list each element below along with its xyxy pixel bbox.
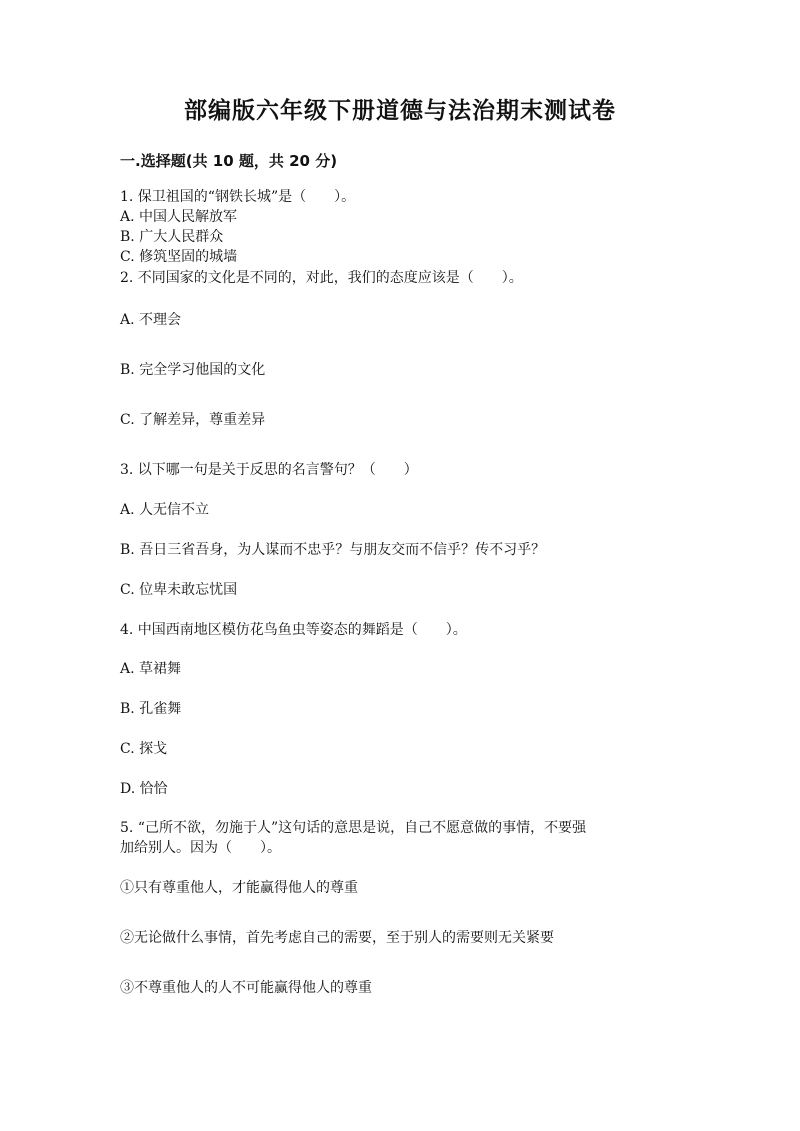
- option-c: C. 位卑未敢忘忧国: [120, 582, 238, 598]
- question-stem: 5. “己所不欲，勿施于人”这句话的意思是说，自己不愿意做的事情，不要强: [120, 820, 587, 836]
- statement-1: ①只有尊重他人，才能赢得他人的尊重: [120, 880, 358, 896]
- option-a: A. 不理会: [120, 312, 182, 328]
- option-c: C. 了解差异，尊重差异: [120, 412, 266, 428]
- option-c: C. 修筑坚固的城墙: [120, 249, 238, 265]
- option-b: B. 吾日三省吾身，为人谋而不忠乎？与朋友交而不信乎？传不习乎？: [120, 542, 546, 558]
- option-c: C. 探戈: [120, 741, 168, 757]
- option-b: B. 孔雀舞: [120, 701, 182, 717]
- option-a: A. 草裙舞: [120, 661, 182, 677]
- exam-title: 部编版六年级下册道德与法治期末测试卷: [184, 98, 616, 124]
- option-b: B. 广大人民群众: [120, 229, 224, 245]
- question-stem: 2. 不同国家的文化是不同的，对此，我们的态度应该是（ ）。: [120, 270, 523, 286]
- option-b: B. 完全学习他国的文化: [120, 362, 266, 378]
- statement-3: ③不尊重他人的人不可能赢得他人的尊重: [120, 980, 372, 996]
- question-stem: 1. 保卫祖国的“钢铁长城”是（ ）。: [120, 189, 356, 205]
- question-stem-continued: 加给别人。因为（ ）。: [120, 840, 281, 856]
- question-stem: 4. 中国西南地区模仿花鸟鱼虫等姿态的舞蹈是（ ）。: [120, 622, 467, 638]
- option-a: A. 中国人民解放军: [120, 209, 238, 225]
- option-a: A. 人无信不立: [120, 502, 210, 518]
- section-heading: 一.选择题(共 10 题，共 20 分): [120, 152, 338, 170]
- option-d: D. 恰恰: [120, 781, 168, 797]
- statement-2: ②无论做什么事情，首先考虑自己的需要，至于别人的需要则无关紧要: [120, 930, 554, 946]
- question-stem: 3. 以下哪一句是关于反思的名言警句？（ ）: [120, 462, 418, 478]
